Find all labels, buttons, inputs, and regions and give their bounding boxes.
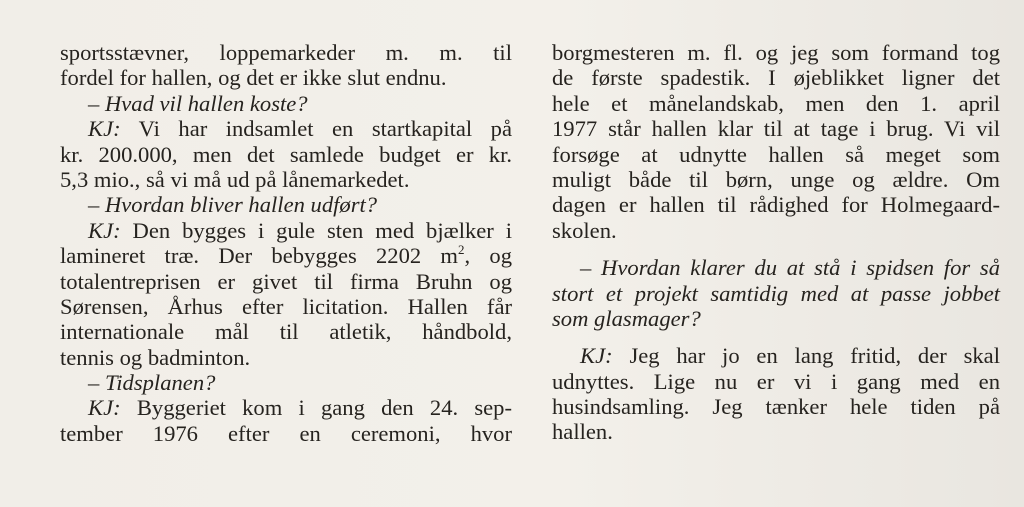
text-line: tember 1976 efter en ceremoni, hvor: [60, 420, 512, 446]
text-fragment: , og: [464, 243, 512, 269]
answer-text: Jeg har jo en lang fritid, der skal: [612, 343, 1000, 369]
text-line: 1977 står hallen klar til at tage i brug. Vi vil: [552, 116, 1000, 142]
text-line: husindsamling. Jeg tænker hele tiden på: [552, 394, 1000, 420]
left-column: [60, 40, 512, 446]
text-line: fordel for hallen, og det er ikke slut endnu.: [60, 65, 447, 91]
text-line: de første spadestik. I øjeblikket ligner det: [552, 65, 1000, 91]
text-line: sportsstævner, loppemarkeder m. m. til: [60, 40, 512, 65]
answer-line: [60, 116, 512, 141]
text-line: dagen er hallen til rådighed for Holmegaard-: [552, 192, 1000, 218]
answer-text: Vi har indsamlet en startkapital på: [120, 116, 512, 142]
question: som glasmager?: [552, 305, 701, 331]
paragraph-gap: [552, 243, 1000, 255]
answer-text: Den bygges i gule sten med bjælker i: [120, 217, 512, 243]
text-line: kr. 200.000, men det samlede budget er kr.: [60, 141, 512, 167]
answer-line: [552, 343, 1000, 368]
text-line: [60, 243, 512, 268]
speaker-label: KJ:: [88, 116, 121, 142]
question: – Tidsplanen?: [88, 370, 216, 396]
text-line: internationale mål til atletik, håndbold,: [60, 319, 512, 345]
superscript: 2: [458, 242, 465, 258]
text-line: forsøge at udnytte hallen så meget som: [552, 141, 1000, 167]
speaker-label: KJ:: [88, 395, 121, 421]
question: – Hvordan bliver hallen udført?: [88, 192, 378, 218]
answer-line: [60, 395, 512, 420]
text-line: skolen.: [552, 217, 617, 243]
text-fragment: lamineret træ. Der bebygges 2202 m: [60, 243, 459, 269]
text-line: tennis og badminton.: [60, 344, 251, 370]
text-line: borgmesteren m. fl. og jeg som formand tog: [552, 40, 1000, 65]
answer-text: Byggeriet kom i gang den 24. sep-: [120, 395, 512, 421]
right-column: [552, 40, 1000, 445]
text-line: 5,3 mio., så vi må ud på lånemarkedet.: [60, 166, 410, 192]
paragraph-gap: [552, 331, 1000, 343]
speaker-label: KJ:: [580, 343, 613, 369]
speaker-label: KJ:: [88, 217, 121, 243]
question: – Hvad vil hallen koste?: [88, 90, 308, 116]
question: stort et projekt samtidig med at passe jobbet: [552, 280, 1000, 306]
text-line: hallen.: [552, 419, 613, 445]
answer-line: [60, 218, 512, 243]
text-line: muligt både til børn, unge og ældre. Om: [552, 166, 1000, 192]
text-line: Sørensen, Århus efter licitation. Hallen får: [60, 293, 512, 319]
text-line: udnyttes. Lige nu er vi i gang med en: [552, 368, 1000, 394]
text-line: hele et månelandskab, men den 1. april: [552, 90, 1000, 116]
question: – Hvordan klarer du at stå i spidsen for så: [580, 255, 1000, 281]
text-line: totalentreprisen er givet til firma Bruhn og: [60, 268, 512, 294]
